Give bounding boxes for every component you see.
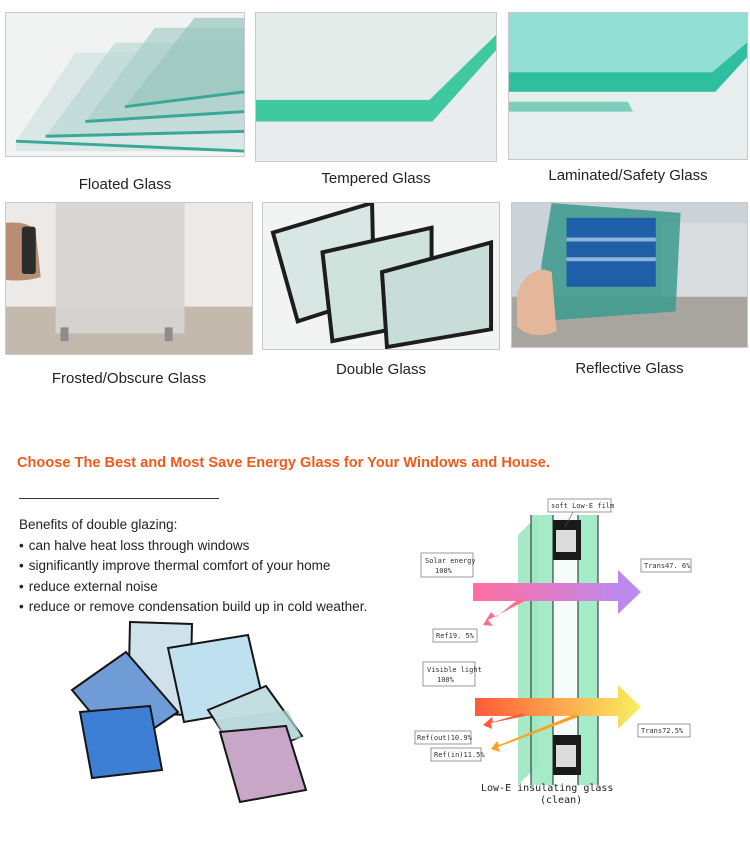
- ref-in-label: Ref(in)11.5%: [434, 751, 485, 759]
- solar-label: Solar energy: [425, 557, 476, 565]
- visible-percent: 100%: [437, 676, 454, 684]
- caption-tempered-glass: Tempered Glass: [321, 170, 431, 187]
- solar-percent: 100%: [435, 567, 452, 575]
- tinted-glass-swatches: [70, 620, 320, 805]
- visible-label: Visible light: [427, 666, 482, 674]
- benefit-item: • can halve heat loss through windows: [19, 536, 367, 557]
- benefit-item: • reduce or remove condensation build up in cold weather.: [19, 597, 367, 618]
- diagram-title: Low-E insulating glass: [481, 783, 614, 794]
- diagram-subtitle: (clean): [540, 795, 583, 806]
- section-divider: [19, 498, 219, 499]
- tempered-glass-photo: [255, 12, 497, 162]
- frosted-glass-photo: [5, 202, 253, 355]
- double-glass-photo: [262, 202, 500, 350]
- benefits-intro: Benefits of double glazing:: [19, 517, 178, 532]
- low-e-diagram: [413, 495, 720, 820]
- caption-reflective-glass: Reflective Glass: [575, 360, 684, 377]
- benefit-item: • significantly improve thermal comfort of your home: [19, 556, 367, 577]
- floated-glass-photo: [5, 12, 245, 157]
- film-label: soft Low-E film: [551, 502, 615, 510]
- reflective-glass-photo: [511, 202, 748, 348]
- caption-double-glass: Double Glass: [335, 361, 427, 378]
- caption-floated-glass: Floated Glass: [78, 176, 172, 193]
- benefits-list: [19, 536, 367, 618]
- ref-out-label: Ref(out)10.9%: [417, 734, 472, 742]
- solar-ref-label: Ref19. 5%: [436, 632, 474, 640]
- benefits-block: [19, 515, 367, 618]
- solar-trans-label: Trans47. 6%: [644, 562, 691, 570]
- promo-headline: Choose The Best and Most Save Energy Glass for Your Windows and House.: [17, 455, 550, 471]
- caption-laminated-glass: Laminated/Safety Glass: [548, 167, 708, 184]
- caption-frosted-glass: Frosted/Obscure Glass: [51, 370, 207, 387]
- outer-pane: [531, 515, 553, 785]
- benefit-item: • reduce external noise: [19, 577, 367, 598]
- laminated-glass-photo: [508, 12, 748, 160]
- visible-trans-label: Trans72.5%: [641, 727, 684, 735]
